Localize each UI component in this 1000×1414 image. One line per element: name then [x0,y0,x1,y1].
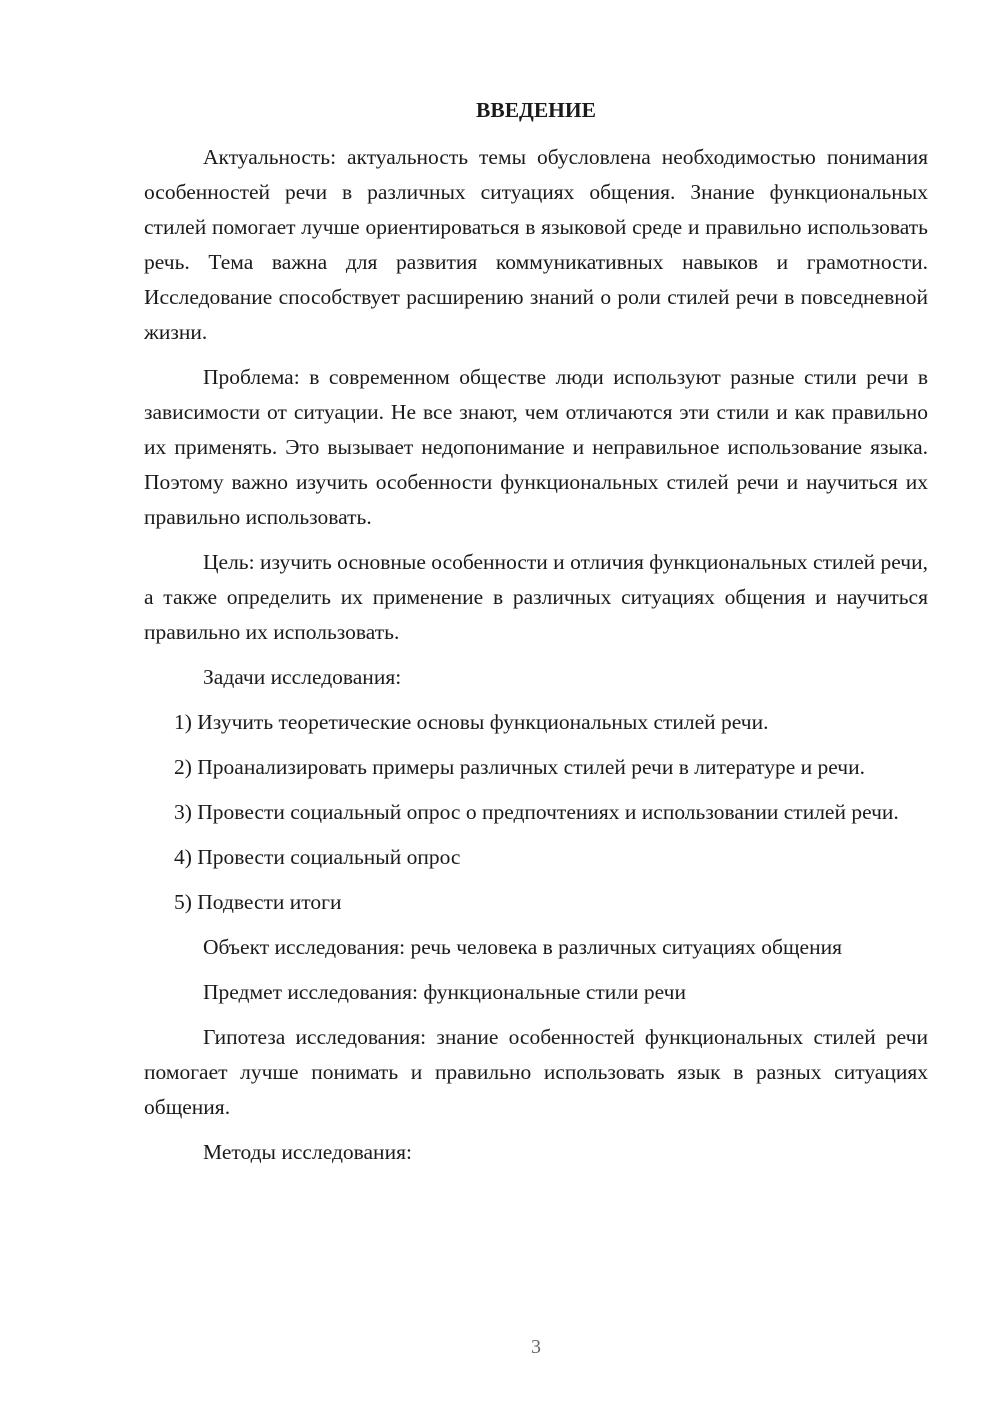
paragraph-problem: Проблема: в современном обществе люди используют разные стили речи в зависимости от ситуации. Не все знают, чем отличаются эти стили и как правильно их применять. Это вызывает недопонимание и неправильное использование языка. Поэтому важно изучить особенности функциональных стилей речи и научиться их правильно использовать. [144,365,928,529]
paragraph-object: Объект исследования: речь человека в различных ситуациях общения [203,935,842,959]
task-item-5: 5) Подвести итоги [174,890,342,914]
paragraph-hypothesis: Гипотеза исследования: знание особенностей функциональных стилей речи помогает лучше понимать и правильно использовать язык в разных ситуациях общения. [144,1025,928,1119]
task-item-1: 1) Изучить теоретические основы функциональных стилей речи. [174,710,769,734]
paragraph-relevance: Актуальность: актуальность темы обусловлена необходимостью понимания особенностей речи в различных ситуациях общения. Знание функциональных стилей помогает лучше ориентироваться в языковой среде и правильно использовать речь. Тема важна для развития коммуникативных навыков и грамотности. Исследование способствует расширению знаний о роли стилей речи в повседневной жизни. [144,145,928,344]
section-title: ВВЕДЕНИЕ [476,98,596,122]
paragraph-tasks-heading: Задачи исследования: [203,665,402,689]
page-content [144,96,928,1180]
page-number: 3 [531,1336,541,1358]
task-item-2: 2) Проанализировать примеры различных стилей речи в литературе и речи. [174,755,865,779]
paragraph-subject: Предмет исследования: функциональные стили речи [203,980,686,1004]
task-item-3: 3) Провести социальный опрос о предпочтениях и использовании стилей речи. [174,800,899,824]
task-item-4: 4) Провести социальный опрос [174,845,461,869]
paragraph-goal: Цель: изучить основные особенности и отличия функциональных стилей речи, а также определить их применение в различных ситуациях общения и научиться правильно их использовать. [144,550,928,644]
paragraph-methods: Методы исследования: [203,1140,412,1164]
